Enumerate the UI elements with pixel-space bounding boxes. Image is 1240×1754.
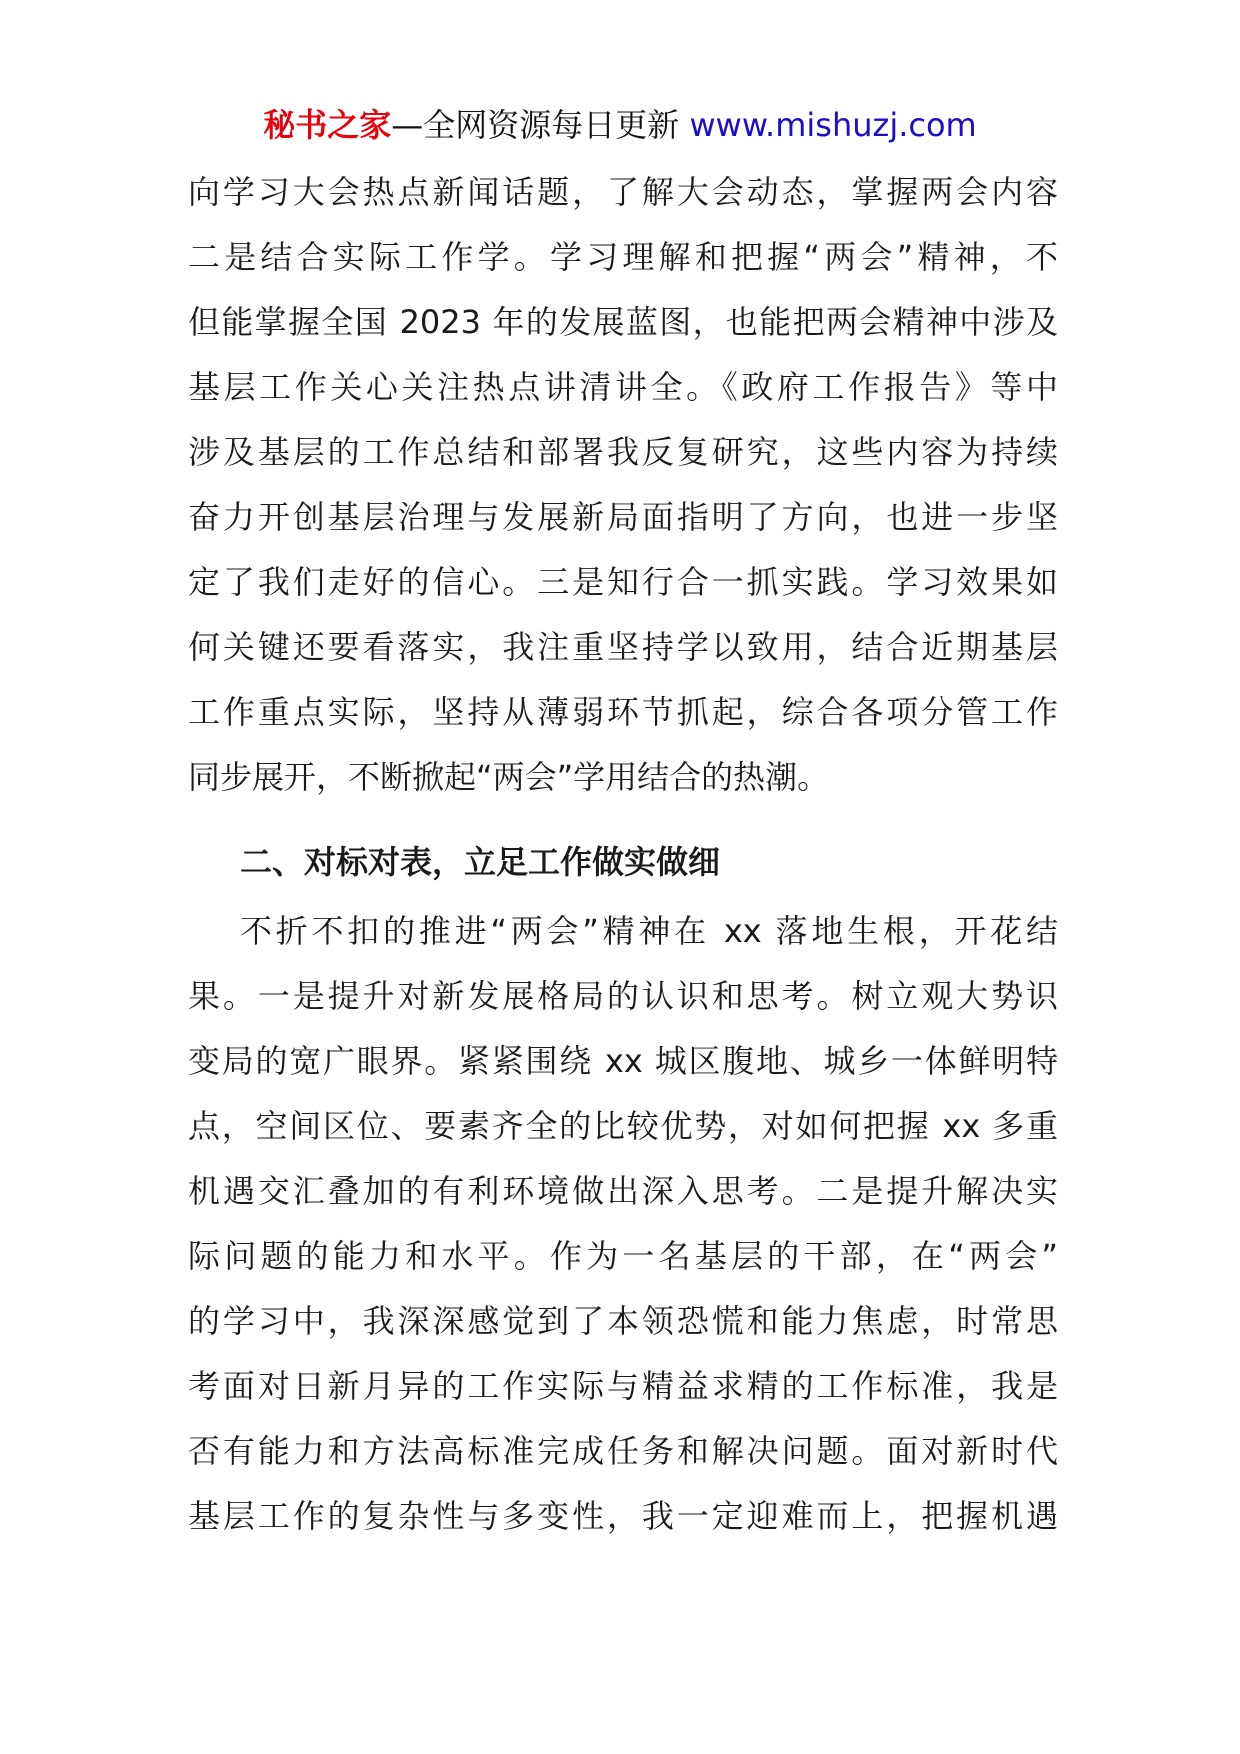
paragraph-line: 考面对日新月异的工作实际与精益求精的工作标准，我是	[188, 1367, 1058, 1405]
paragraph-line: 变局的宽广眼界。紧紧围绕 xx 城区腹地、城乡一体鲜明特	[188, 1042, 1058, 1080]
paragraph-line: 工作重点实际，坚持从薄弱环节抓起，综合各项分管工作	[188, 693, 1058, 731]
header-slogan: —全网资源每日更新	[391, 106, 680, 144]
paragraph-2	[188, 899, 1058, 1549]
paragraph-line: 不折不扣的推进“两会”精神在 xx 落地生根，开花结	[240, 912, 1058, 950]
paragraph-line: 二是结合实际工作学。学习理解和把握“两会”精神，不	[188, 238, 1058, 276]
paragraph-line: 机遇交汇叠加的有利环境做出深入思考。二是提升解决实	[188, 1172, 1058, 1210]
paragraph-line: 果。一是提升对新发展格局的认识和思考。树立观大势识	[188, 977, 1058, 1015]
paragraph-line: 涉及基层的工作总结和部署我反复研究，这些内容为持续	[188, 433, 1058, 471]
paragraph-line: 基层工作关心关注热点讲清讲全。《政府工作报告》等中	[188, 368, 1058, 406]
site-url-link[interactable]: www.mishuzj.com	[689, 106, 977, 144]
paragraph-line: 的学习中，我深深感觉到了本领恐慌和能力焦虑，时常思	[188, 1302, 1058, 1340]
paragraph-line: 基层工作的复杂性与多变性，我一定迎难而上，把握机遇	[188, 1497, 1058, 1535]
paragraph-line: 定了我们走好的信心。三是知行合一抓实践。学习效果如	[188, 563, 1058, 601]
paragraph-line: 际问题的能力和水平。作为一名基层的干部，在“两会”	[188, 1237, 1058, 1275]
paragraph-1	[188, 160, 1058, 810]
paragraph-line: 向学习大会热点新闻话题，了解大会动态，掌握两会内容	[188, 173, 1058, 211]
document-body	[188, 160, 1058, 1549]
paragraph-line: 同步展开，不断掀起“两会”学用结合的热潮。	[188, 758, 830, 796]
paragraph-line: 但能掌握全国 2023 年的发展蓝图，也能把两会精神中涉及	[188, 303, 1058, 341]
site-header	[0, 100, 1240, 150]
section-heading: 二、对标对表，立足工作做实做细	[240, 843, 721, 881]
paragraph-line: 点，空间区位、要素齐全的比较优势，对如何把握 xx 多重	[188, 1107, 1058, 1145]
paragraph-line: 否有能力和方法高标准完成任务和解决问题。面对新时代	[188, 1432, 1058, 1470]
paragraph-line: 奋力开创基层治理与发展新局面指明了方向，也进一步坚	[188, 498, 1058, 536]
brand-name: 秘书之家	[263, 106, 392, 144]
paragraph-line: 何关键还要看落实，我注重坚持学以致用，结合近期基层	[188, 628, 1058, 666]
